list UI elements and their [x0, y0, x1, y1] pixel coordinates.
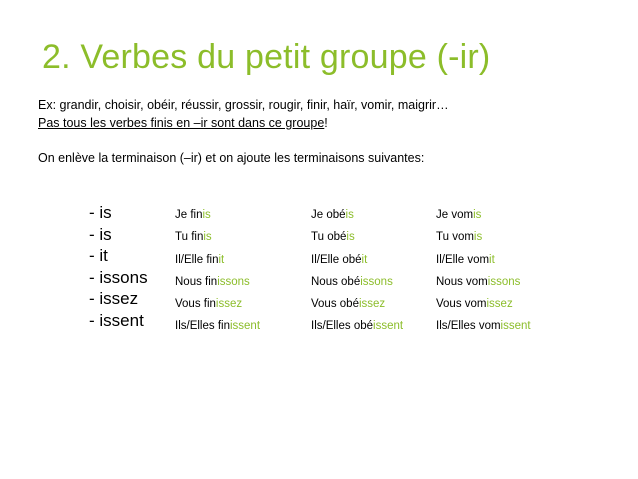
stem: Tu obé: [311, 231, 347, 244]
conjugation-row: [436, 293, 531, 315]
conjugation-row: [175, 271, 260, 293]
conjugation-row: [311, 293, 403, 315]
conjugation-row: [436, 249, 531, 271]
conjugation-row: [311, 249, 403, 271]
ending-item: - issent: [89, 310, 144, 330]
stem: Nous obé: [311, 275, 361, 288]
conjugation-row: [311, 315, 403, 337]
note-exclamation: !: [324, 116, 328, 130]
conjugation-row: [175, 204, 260, 226]
conjugation-row: [436, 226, 531, 248]
ending-highlight: issons: [217, 275, 250, 288]
stem: Il/Elle vom: [436, 253, 490, 266]
ending-item: - is: [89, 203, 112, 222]
ending-item: - is: [89, 224, 112, 244]
conjugation-row: [175, 293, 260, 315]
ending-highlight: issez: [358, 298, 386, 311]
note-line: [38, 116, 328, 130]
stem: Il/Elle obé: [311, 253, 362, 266]
stem: Vous fin: [175, 298, 216, 311]
conjugation-row: [436, 271, 531, 293]
stem: Vous obé: [311, 298, 359, 311]
stem: Je vom: [436, 209, 474, 221]
conjugation-column-vomir: [436, 204, 531, 338]
stem: Je fin: [175, 209, 203, 221]
ending-highlight: issez: [486, 298, 513, 311]
stem: Ils/Elles fin: [175, 320, 230, 333]
slide-title: 2. Verbes du petit groupe (-ir): [42, 38, 491, 76]
stem: Ils/Elles vom: [436, 320, 501, 333]
conjugation-row: [311, 226, 403, 248]
conjugation-row: [436, 204, 531, 226]
conjugation-row: [311, 204, 403, 226]
ending-highlight: issons: [487, 275, 521, 288]
stem: Nous vom: [436, 275, 488, 288]
conjugation-row: [175, 249, 260, 271]
examples-line: Ex: grandir, choisir, obéir, réussir, grossir, rougir, finir, haïr, vomir, maigrir…: [38, 98, 449, 112]
ending-highlight: is: [345, 209, 354, 221]
ending-item: - issons: [89, 267, 148, 287]
stem: Vous vom: [436, 298, 487, 311]
stem: Je obé: [311, 209, 346, 221]
conjugation-column-finir: [175, 204, 260, 338]
stem: Il/Elle fin: [175, 253, 219, 266]
ending-highlight: issez: [215, 298, 243, 311]
endings-list: [89, 202, 148, 331]
ending-highlight: it: [361, 253, 368, 266]
ending-item: - issez: [89, 289, 139, 308]
ending-highlight: is: [473, 209, 482, 221]
conjugation-row: [175, 315, 260, 337]
ending-highlight: is: [346, 231, 355, 244]
ending-highlight: it: [489, 253, 495, 266]
stem: Nous fin: [175, 275, 218, 288]
stem: Tu fin: [175, 231, 204, 244]
ending-item: - it: [89, 246, 108, 265]
instruction-line: On enlève la terminaison (–ir) et on ajoute les terminaisons suivantes:: [38, 151, 425, 165]
stem: Ils/Elles obé: [311, 320, 374, 333]
conjugation-row: [436, 315, 531, 337]
conjugation-column-obeir: [311, 204, 403, 338]
ending-highlight: it: [218, 253, 225, 266]
note-underlined-text: Pas tous les verbes finis en –ir sont dans ce groupe: [38, 116, 325, 130]
ending-highlight: is: [473, 231, 483, 244]
ending-highlight: issent: [373, 320, 404, 333]
ending-highlight: issons: [360, 275, 393, 288]
ending-highlight: issent: [229, 320, 261, 333]
ending-highlight: is: [203, 231, 212, 244]
ending-highlight: is: [202, 209, 211, 221]
stem: Tu vom: [436, 231, 474, 244]
conjugation-row: [175, 226, 260, 248]
conjugation-row: [311, 271, 403, 293]
ending-highlight: issent: [500, 320, 531, 333]
